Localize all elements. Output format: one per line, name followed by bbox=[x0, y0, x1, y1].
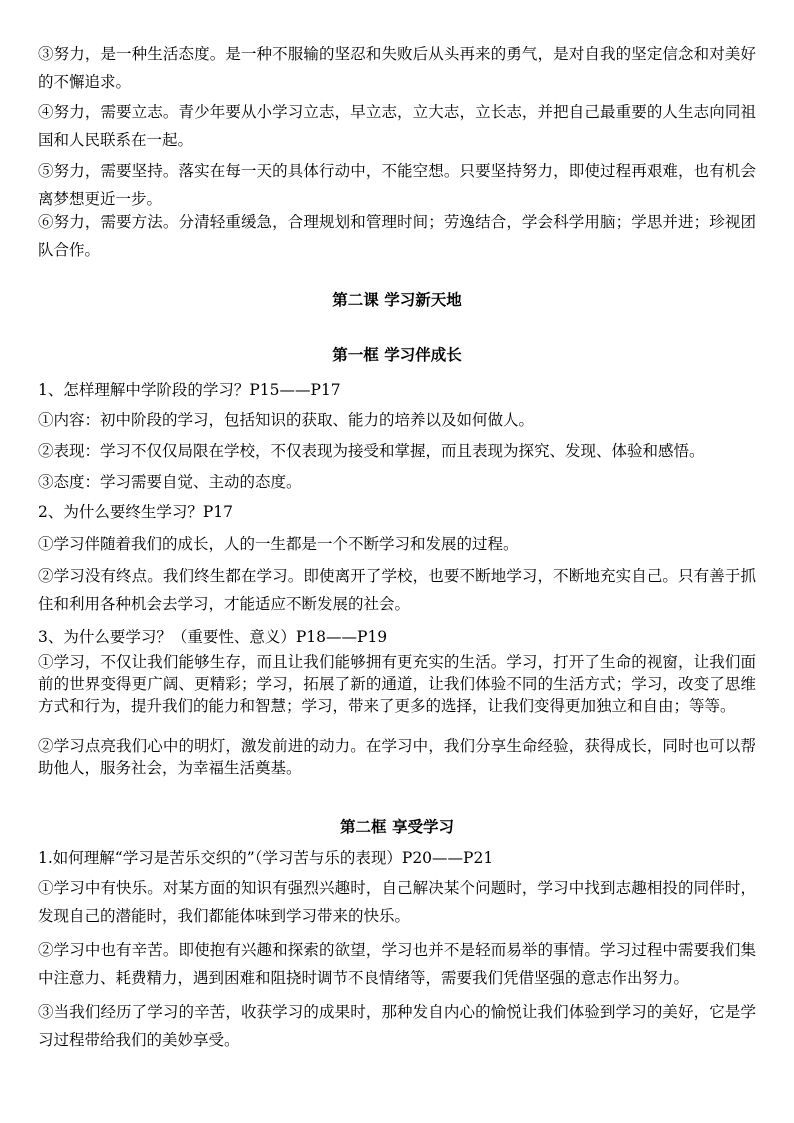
answer-4c: ③当我们经历了学习的辛苦，收获学习的成果时，那种发自内心的愉悦让我们体验到学习的美好，它是学习过程带给我们的美妙享受。 bbox=[38, 1003, 756, 1049]
answer-1b: ②表现：学习不仅仅局限在学校，不仅表现为接受和掌握，而且表现为探究、发现、体验和感悟。 bbox=[38, 442, 705, 460]
answer-4b: ②学习中也有辛苦。即使抱有兴趣和探索的欲望，学习也并不是轻而易举的事情。学习过程中需要我们集中注意力、耗费精力，遇到困难和阻挠时调节不良情绪等，需要我们凭借坚强的意志作出努力。 bbox=[38, 941, 756, 987]
paragraph-effort-ambition: ④努力，需要立志。青少年要从小学习立志，早立志，立大志，立长志，并把自己最重要的人生志向同祖国和人民联系在一起。 bbox=[38, 103, 756, 149]
answer-3a: ①学习，不仅让我们能够生存，而且让我们能够拥有更充实的生活。学习，打开了生命的视窗，让我们面前的世界变得更广阔、更精彩；学习，拓展了新的通道，让我们体验不同的生活方式；学习，改变了思维方式和行为，提升我们的能力和智慧；学习，带来了更多的选择，让我们变得更加独立和自由；等等。 bbox=[38, 653, 756, 715]
answer-2a: ①学习伴随着我们的成长，人的一生都是一个不断学习和发展的过程。 bbox=[38, 535, 519, 553]
question-3: 3、为什么要学习？（重要性、意义）P18——P19 bbox=[38, 628, 388, 646]
frame2-title: 第二框 享受学习 bbox=[340, 817, 454, 836]
question-1: 1、怎样理解中学阶段的学习？P15——P17 bbox=[38, 381, 341, 399]
question-4: 1.如何理解“学习是苦乐交织的”（学习苦与乐的表现）P20——P21 bbox=[38, 849, 494, 867]
answer-1c: ③态度：学习需要自觉、主动的态度。 bbox=[38, 473, 302, 491]
answer-1a: ①内容：初中阶段的学习，包括知识的获取、能力的培养以及如何做人。 bbox=[38, 411, 535, 429]
lesson-title: 第二课 学习新天地 bbox=[332, 290, 462, 309]
frame1-title: 第一框 学习伴成长 bbox=[332, 345, 462, 364]
answer-2b: ②学习没有终点。我们终生都在学习。即使离开了学校，也要不断地学习，不断地充实自己。只有善于抓住和利用各种机会去学习，才能适应不断发展的社会。 bbox=[38, 567, 756, 613]
question-2: 2、为什么要终生学习？P17 bbox=[38, 503, 234, 521]
answer-3b: ②学习点亮我们心中的明灯，激发前进的动力。在学习中，我们分享生命经验，获得成长，同时也可以帮助他人，服务社会，为幸福生活奠基。 bbox=[38, 737, 756, 777]
paragraph-effort-persistence: ⑤努力，需要坚持。落实在每一天的具体行动中，不能空想。只要坚持努力，即使过程再艰难，也有机会离梦想更近一步。 bbox=[38, 162, 756, 208]
paragraph-effort-method: ⑥努力，需要方法。分清轻重缓急，合理规划和管理时间；劳逸结合，学会科学用脑；学思并进；珍视团队合作。 bbox=[38, 213, 756, 259]
answer-4a: ①学习中有快乐。对某方面的知识有强烈兴趣时，自己解决某个问题时，学习中找到志趣相投的同伴时，发现自己的潜能时，我们都能体味到学习带来的快乐。 bbox=[38, 879, 756, 925]
paragraph-effort-attitude: ③努力，是一种生活态度。是一种不服输的坚忍和失败后从头再来的勇气，是对自我的坚定信念和对美好的不懈追求。 bbox=[38, 45, 756, 91]
